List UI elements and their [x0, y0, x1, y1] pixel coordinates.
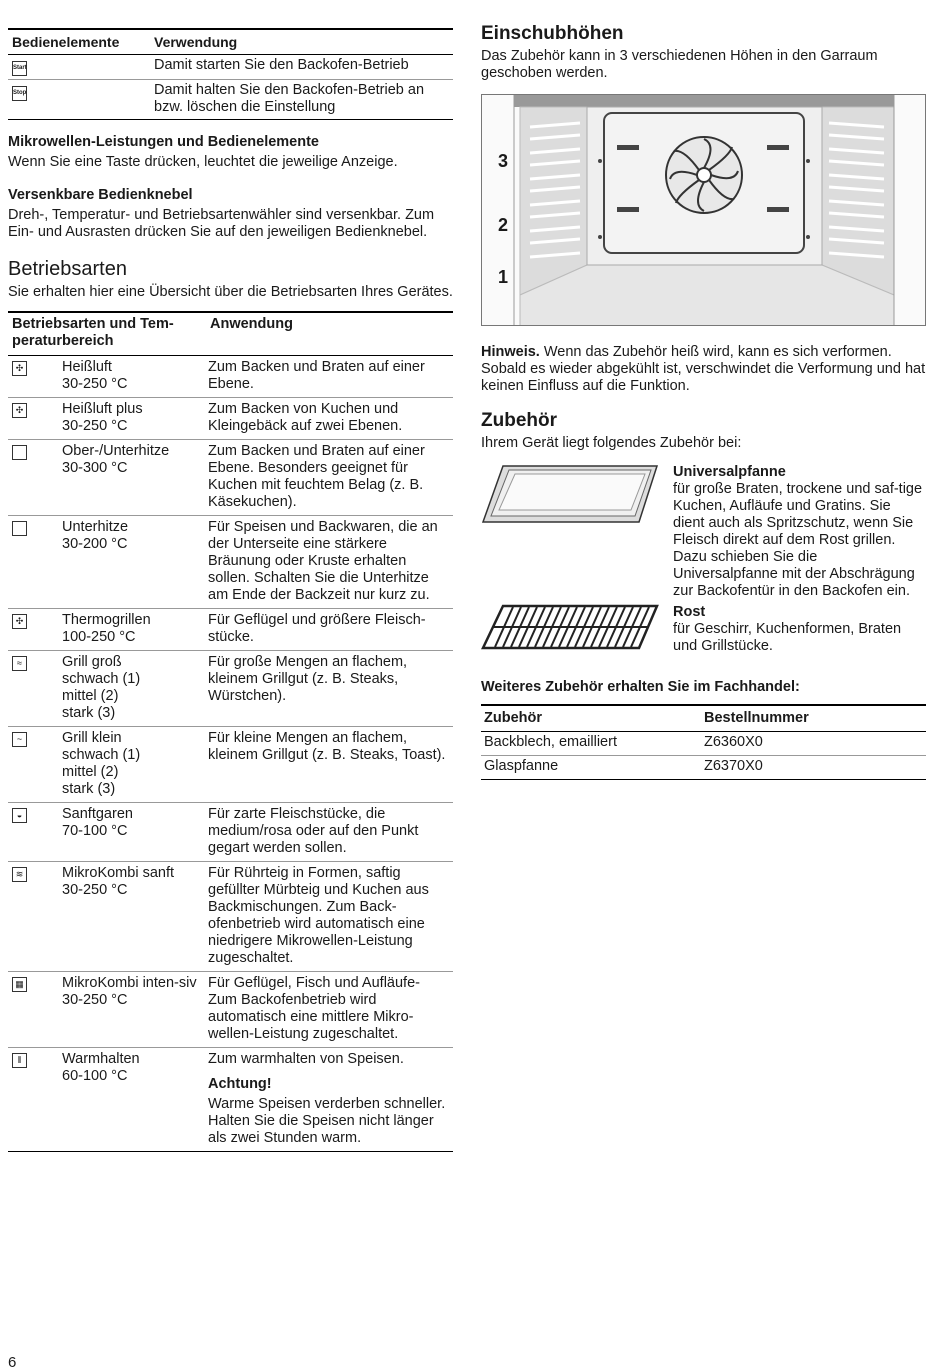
gentle-cooking-icon — [12, 808, 27, 823]
mode-name: Sanftgaren — [62, 806, 133, 822]
mode-range: 30-250 °C — [62, 992, 128, 1008]
mode-name: Grill klein — [62, 730, 122, 746]
icon-glyph: ✣ — [15, 616, 24, 626]
table-row — [8, 356, 453, 398]
stop-icon: Stop — [12, 86, 27, 101]
right-column — [481, 22, 926, 780]
table-row — [8, 1048, 453, 1152]
bottom-heat-icon — [12, 521, 27, 536]
table-row — [8, 398, 453, 440]
accessories-header-item: Zubehör — [481, 705, 701, 732]
controls-header-element: Bedienelemente — [8, 29, 150, 55]
mode-use: Für kleine Mengen an flachem, kleinem Grillgut (z. B. Steaks, Toast). — [208, 730, 446, 763]
more-accessories-heading: Weiteres Zubehör erhalten Sie im Fachhandel: — [481, 679, 800, 695]
mode-range: 30-250 °C — [62, 418, 128, 434]
modes-header-use: Anwendung — [206, 312, 453, 356]
accessory-name: Glaspfanne — [484, 758, 559, 774]
knobs-text: Dreh-, Temperatur- und Betriebsartenwähler sind versenkbar. Zum Ein- und Ausrasten drücken Sie auf den jeweiligen Bedienknebel. — [8, 207, 435, 240]
mode-use: Für Geflügel und größere Fleisch-stücke. — [208, 612, 426, 645]
mode-use: Zum warmhalten von Speisen. — [208, 1051, 404, 1067]
universal-pan-text — [673, 464, 926, 600]
microwave-text: Wenn Sie eine Taste drücken, leuchtet die jeweilige Anzeige. — [8, 154, 398, 170]
warning-text: Warme Speisen verderben schneller. Halten Sie die Speisen nicht länger als zwei Stunden warm. — [208, 1096, 446, 1146]
table-row — [8, 80, 453, 120]
controls-table — [8, 28, 453, 120]
rack-description: für Geschirr, Kuchenformen, Braten und Grillstücke. — [673, 621, 902, 654]
table-row — [8, 803, 453, 862]
controls-usage-text: Damit halten Sie den Backofen-Betrieb an bzw. löschen die Einstellung — [154, 82, 425, 115]
mode-name: Heißluft plus — [62, 401, 143, 417]
mode-range: 30-200 °C — [62, 536, 128, 552]
table-row — [8, 55, 453, 80]
accessories-heading: Zubehör — [481, 410, 557, 431]
mode-range: 30-300 °C — [62, 460, 128, 476]
oven-illustration — [481, 94, 926, 326]
controls-usage-text: Damit starten Sie den Backofen-Betrieb — [150, 55, 453, 80]
mode-name: MikroKombi sanft — [62, 865, 175, 881]
accessory-order-number: Z6370X0 — [704, 758, 763, 774]
universal-pan-title: Universalpfanne — [673, 464, 786, 480]
modes-heading: Betriebsarten — [8, 258, 127, 280]
mode-use: Für Rührteig in Formen, saftig gefüllter Mürbteig und Kuchen aus Backmischungen. Zum Back-ofenbetrieb wird automatisch eine niedrigere Mikrowellen-Leistung zugeschaltet. — [208, 865, 429, 966]
warning-title: Achtung! — [208, 1076, 272, 1092]
micro-combi-intensive-icon — [12, 977, 27, 992]
mode-range: 30-250 °C — [62, 376, 128, 392]
shelf-level-3: 3 — [498, 151, 509, 171]
modes-header-mode: Betriebsarten und Tem-peraturbereich — [8, 312, 206, 356]
micro-combi-gentle-icon — [12, 867, 27, 882]
mode-use: Für Geflügel, Fisch und Aufläufe- Zum Backofenbetrieb wird automatisch eine mittlere Mikro-wellen-Leistung zugeschaltet. — [208, 975, 420, 1042]
icon-glyph: ▦ — [15, 979, 24, 989]
rack-title: Rost — [673, 604, 706, 620]
hot-air-plus-icon — [12, 403, 27, 418]
mode-use: Zum Backen von Kuchen und Kleingebäck auf zwei Ebenen. — [208, 401, 403, 434]
shelf-text: Das Zubehör kann in 3 verschiedenen Höhen in den Garraum geschoben werden. — [481, 48, 878, 81]
mode-use: Zum Backen und Braten auf einer Ebene. — [208, 359, 425, 392]
note-text: Wenn das Zubehör heiß wird, kann es sich verformen. Sobald es wieder abgekühlt ist, verschwindet die Verformung und hat keinen Einfluss auf die Funktion. — [481, 344, 926, 394]
accessory-name: Backblech, emailliert — [481, 732, 701, 756]
icon-glyph: ~ — [16, 734, 23, 744]
modes-intro: Sie erhalten hier eine Übersicht über die Betriebsarten Ihres Gerätes. — [8, 284, 453, 300]
mode-name: Unterhitze — [62, 519, 129, 535]
accessory-order-number: Z6360X0 — [701, 732, 926, 756]
table-row — [8, 972, 453, 1048]
icon-glyph: ✣ — [15, 363, 24, 373]
mode-range: 70-100 °C — [62, 823, 128, 839]
rack-text — [673, 604, 926, 655]
table-row — [8, 440, 453, 516]
icon-glyph: ◒ — [16, 810, 23, 820]
universal-pan-image — [481, 464, 661, 526]
accessories-table — [481, 704, 926, 780]
mode-range: 100-250 °C — [62, 629, 136, 645]
mode-range: schwach (1) mittel (2) stark (3) — [62, 671, 141, 721]
shelf-level-2: 2 — [498, 215, 509, 235]
table-row — [8, 727, 453, 803]
rack-image — [481, 604, 661, 652]
start-icon: Start — [12, 61, 27, 76]
mode-name: Ober-/Unterhitze — [62, 443, 170, 459]
icon-glyph: ⫴ — [17, 1055, 22, 1065]
controls-header-usage: Verwendung — [150, 29, 453, 55]
table-row — [8, 651, 453, 727]
mode-use: Zum Backen und Braten auf einer Ebene. Besonders geeignet für Kuchen mit feuchtem Belag (z. B. Käsekuchen). — [208, 443, 425, 510]
knobs-heading: Versenkbare Bedienknebel — [8, 187, 193, 203]
oven-drawing — [482, 95, 926, 326]
hot-air-icon — [12, 361, 27, 376]
top-bottom-heat-icon — [12, 445, 27, 460]
mode-use: Für Speisen und Backwaren, die an der Unterseite eine stärkere Bräunung oder Kruste erhalten sollen. Schalten Sie die Unterhitze am Ende der Backzeit nur kurz zu. — [208, 519, 438, 603]
mode-name: Warmhalten — [62, 1051, 140, 1067]
shelf-heading: Einschubhöhen — [481, 23, 624, 44]
universal-pan-description: für große Braten, trockene und saf-tige Kuchen, Aufläufe und Gratins. Sie dient auch als Spritzschutz, wenn Sie Fleisch direkt auf dem Rost grillen. Dazu schieben Sie die Universalpfanne mit der Abschrägung zur Backofentür in den Backofen ein. — [673, 481, 923, 599]
mode-name: Thermogrillen — [62, 612, 151, 628]
icon-glyph: ≋ — [15, 869, 24, 879]
accessory-universal-pan — [481, 464, 926, 600]
mode-use: Für große Mengen an flachem, kleinem Grillgut (z. B. Steaks, Würstchen). — [208, 654, 408, 704]
left-column — [8, 28, 453, 1152]
accessory-rack — [481, 604, 926, 655]
mode-use: Für zarte Fleischstücke, die medium/rosa oder auf den Punkt gegart werden sollen. — [208, 806, 419, 856]
table-row — [8, 862, 453, 972]
table-row — [481, 732, 926, 756]
shelf-level-1: 1 — [498, 267, 509, 287]
grill-small-icon — [12, 732, 27, 747]
mode-name: Grill groß — [62, 654, 122, 670]
table-row — [481, 756, 926, 780]
accessories-intro: Ihrem Gerät liegt folgendes Zubehör bei: — [481, 435, 742, 451]
mode-range: schwach (1) mittel (2) stark (3) — [62, 747, 141, 797]
mode-range: 30-250 °C — [62, 882, 128, 898]
table-row — [8, 609, 453, 651]
page-number: 6 — [8, 1354, 17, 1370]
keep-warm-icon — [12, 1053, 27, 1068]
note-label: Hinweis. — [481, 344, 540, 360]
mode-range: 60-100 °C — [62, 1068, 128, 1084]
grill-large-icon — [12, 656, 27, 671]
note-paragraph — [481, 344, 926, 395]
mode-name: Heißluft — [62, 359, 112, 375]
icon-glyph: ≈ — [17, 658, 22, 668]
modes-table — [8, 311, 453, 1152]
icon-glyph: ✣ — [15, 405, 24, 415]
table-row — [8, 516, 453, 609]
mode-name: MikroKombi inten-siv — [62, 975, 197, 991]
accessories-header-order-number: Bestellnummer — [701, 705, 926, 732]
thermo-grill-icon — [12, 614, 27, 629]
microwave-heading: Mikrowellen-Leistungen und Bedienelemente — [8, 134, 319, 150]
